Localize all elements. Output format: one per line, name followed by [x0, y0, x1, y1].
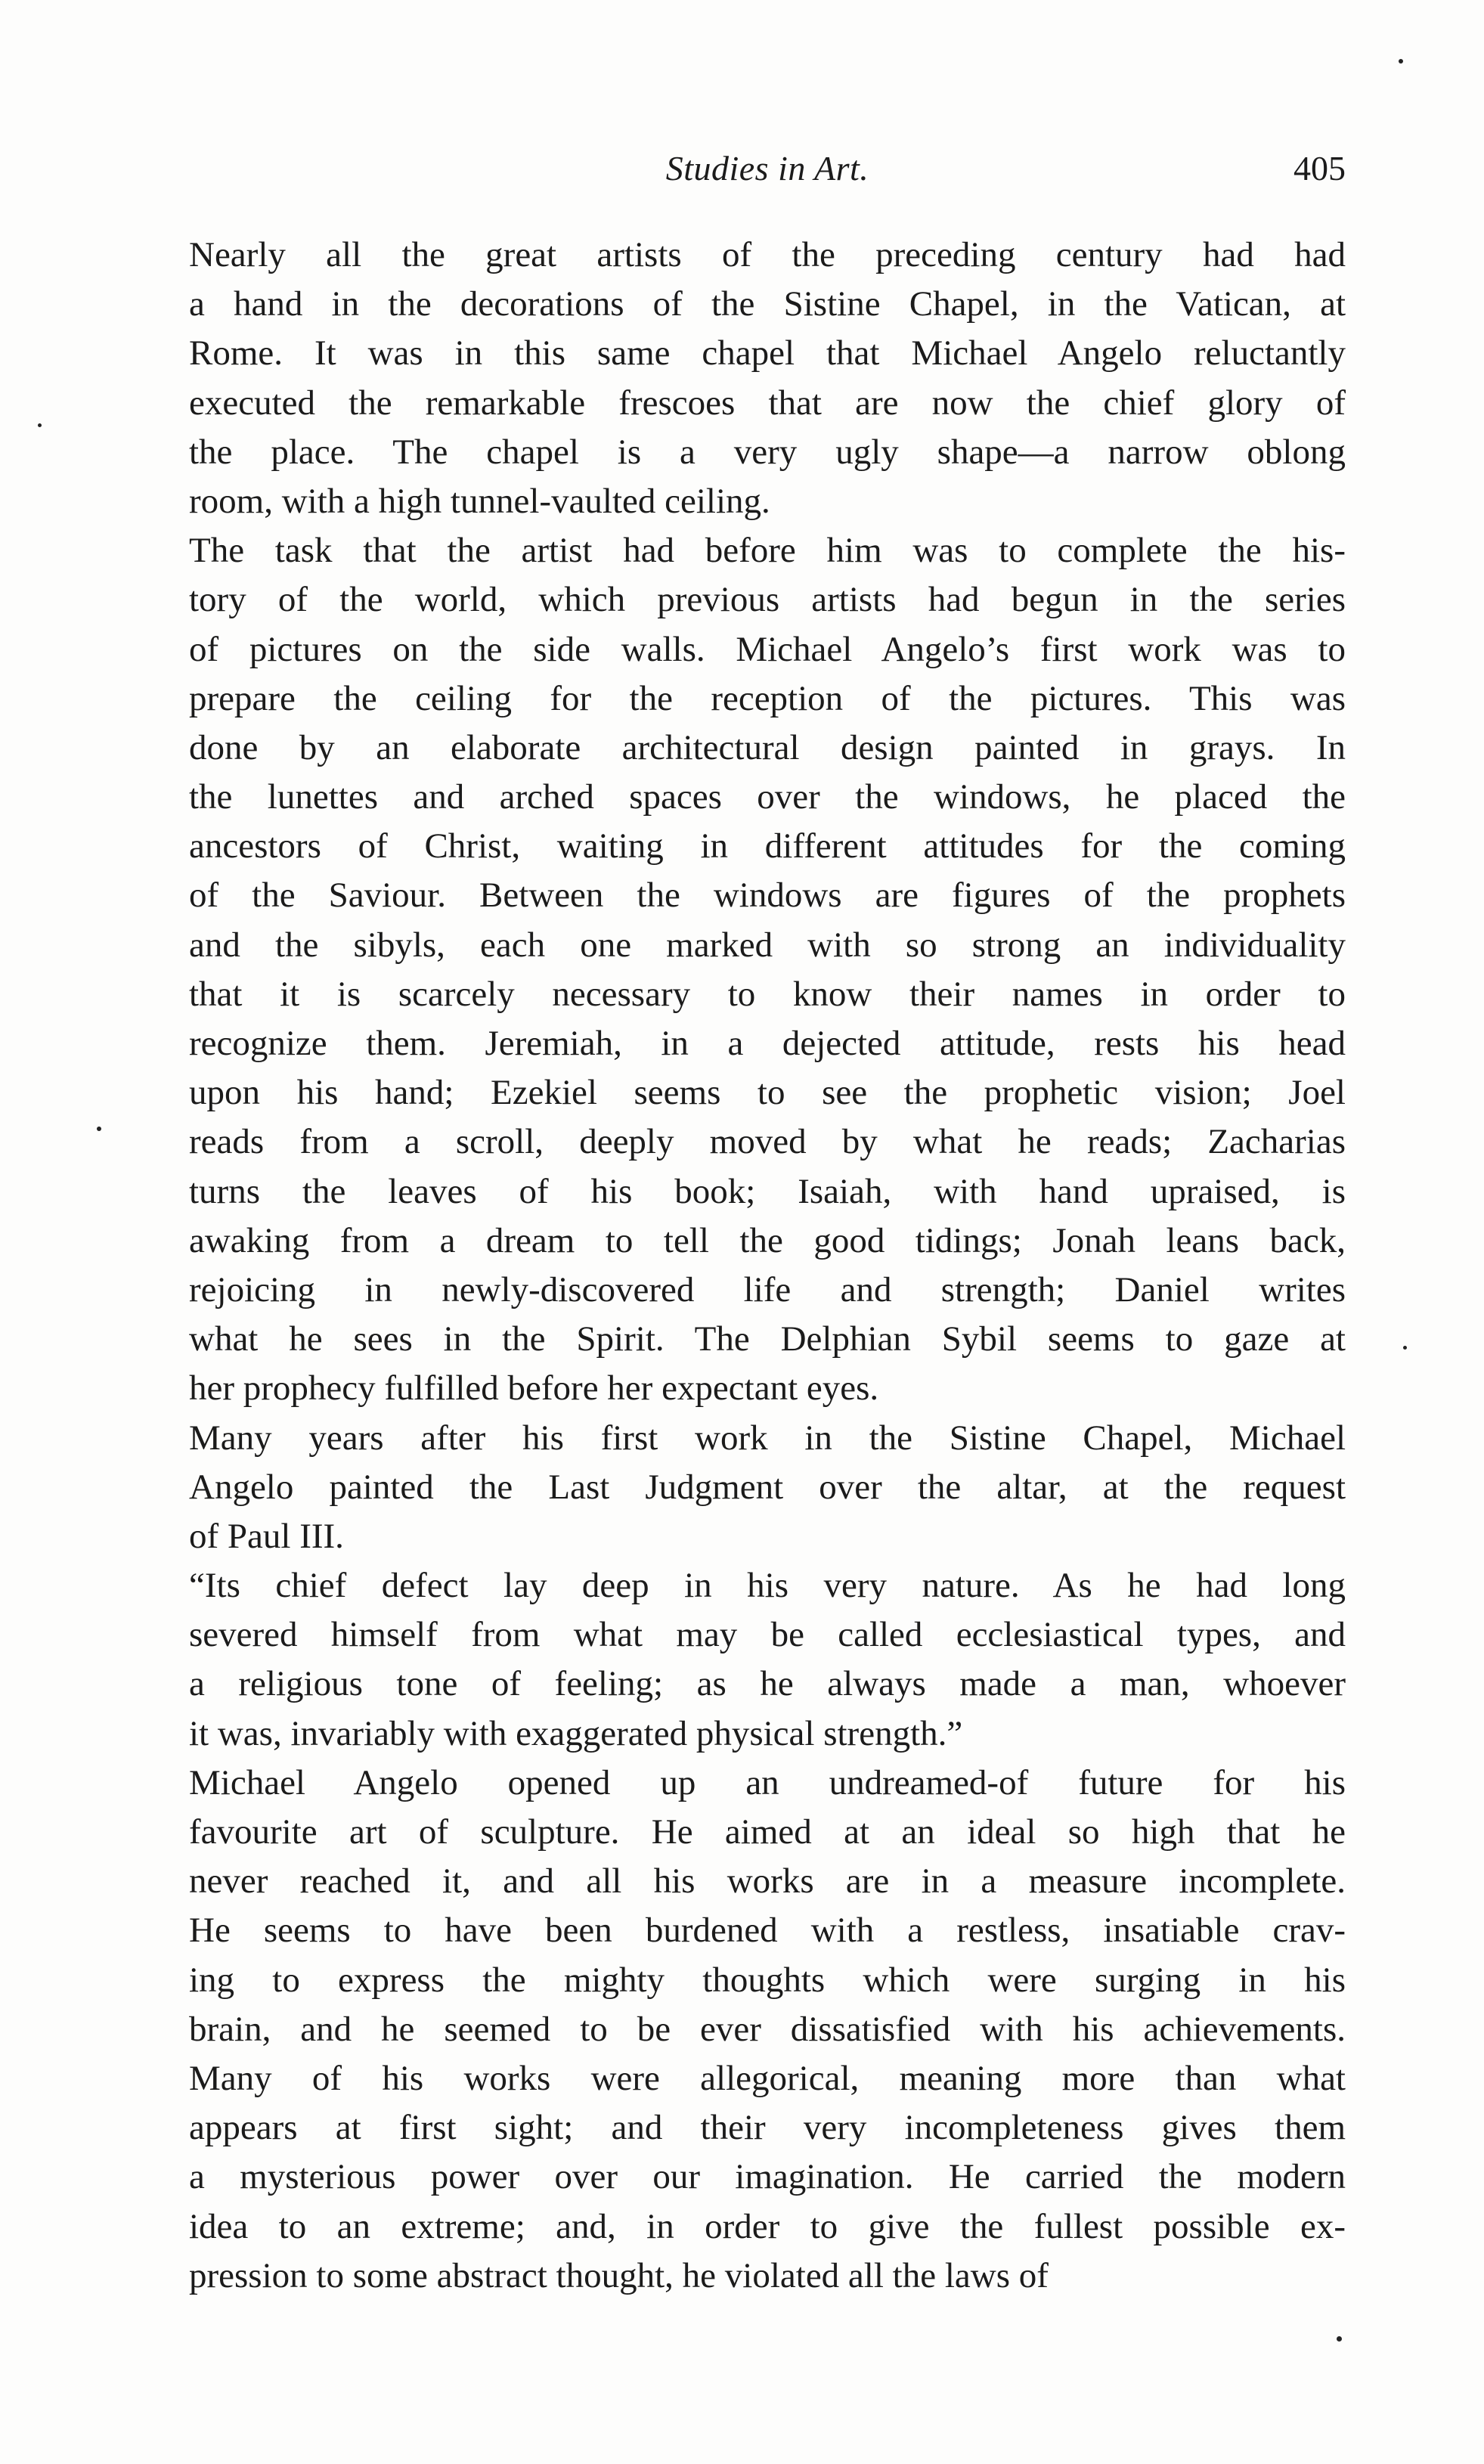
text-line: Rome. It was in this same chapel that Michael Angelo reluctantly: [189, 333, 1346, 373]
scan-speck: [1337, 2336, 1342, 2342]
text-line: executed the remarkable frescoes that are now the chief glory of: [189, 383, 1346, 423]
text-line: a hand in the decorations of the Sistine Chapel, in the Vatican, at: [189, 284, 1346, 324]
text-line: awaking from a dream to tell the good tidings; Jonah leans back,: [189, 1220, 1346, 1260]
text-line: room, with a high tunnel-vaulted ceiling.: [189, 481, 770, 521]
text-line: done by an elaborate architectural design painted in grays. In: [189, 727, 1346, 767]
text-line: a mysterious power over our imagination. He carried the modern: [189, 2157, 1346, 2197]
paragraph-last-judgment: [189, 1414, 1346, 1562]
text-line: favourite art of sculpture. He aimed at an ideal so high that he: [189, 1812, 1346, 1852]
text-line: He seems to have been burdened with a restless, insatiable crav-: [189, 1911, 1346, 1951]
body-text: [189, 231, 1346, 2301]
text-line: brain, and he seemed to be ever dissatisfied with his achievements.: [189, 2009, 1346, 2049]
text-line: the lunettes and arched spaces over the windows, he placed the: [189, 777, 1346, 817]
text-line: the place. The chapel is a very ugly shape—a narrow oblong: [189, 432, 1346, 472]
text-line: turns the leaves of his book; Isaiah, with hand upraised, is: [189, 1171, 1346, 1211]
text-line: recognize them. Jeremiah, in a dejected attitude, rests his head: [189, 1024, 1346, 1063]
paragraph-sistine-chapel: [189, 231, 1346, 526]
text-line: ancestors of Christ, waiting in different attitudes for the coming: [189, 826, 1346, 866]
text-line: Many of his works were allegorical, meaning more than what: [189, 2058, 1346, 2098]
scan-speck: [38, 423, 42, 427]
text-line: of pictures on the side walls. Michael Angelo’s first work was to: [189, 629, 1346, 669]
text-line: The task that the artist had before him was to complete the his-: [189, 531, 1346, 571]
text-line: reads from a scroll, deeply moved by what he reads; Zacharias: [189, 1122, 1346, 1162]
text-line: “Its chief defect lay deep in his very nature. As he had long: [189, 1566, 1346, 1606]
text-line: pression to some abstract thought, he violated all the laws of: [189, 2255, 1049, 2295]
text-line: severed himself from what may be called ecclesiastical types, and: [189, 1615, 1346, 1655]
text-line: tory of the world, which previous artists had begun in the series: [189, 580, 1346, 620]
text-line: prepare the ceiling for the reception of the pictures. This was: [189, 678, 1346, 718]
text-line: of the Saviour. Between the windows are figures of the prophets: [189, 876, 1346, 916]
text-line: Angelo painted the Last Judgment over the altar, at the request: [189, 1467, 1346, 1507]
text-line: of Paul III.: [189, 1516, 344, 1556]
text-line: rejoicing in newly-discovered life and strength; Daniel writes: [189, 1269, 1346, 1309]
text-line: and the sibyls, each one marked with so strong an individuality: [189, 925, 1346, 965]
scan-speck: [97, 1127, 101, 1131]
paragraph-ceiling-frescoes: [189, 526, 1346, 1413]
text-line: her prophecy fulfilled before her expectant eyes.: [189, 1368, 879, 1409]
text-line: Michael Angelo opened up an undreamed-of future for his: [189, 1762, 1346, 1802]
paragraph-sculpture: [189, 1759, 1346, 2301]
text-line: upon his hand; Ezekiel seems to see the prophetic vision; Joel: [189, 1073, 1346, 1113]
running-head: [189, 142, 1346, 195]
text-line: Nearly all the great artists of the preceding century had had: [189, 235, 1346, 274]
paragraph-quotation: [189, 1561, 1346, 1759]
text-line: appears at first sight; and their very incompleteness gives them: [189, 2108, 1346, 2148]
text-line: a religious tone of feeling; as he always made a man, whoever: [189, 1664, 1346, 1704]
text-line: what he sees in the Spirit. The Delphian Sybil seems to gaze at: [189, 1319, 1346, 1359]
scan-speck: [1399, 59, 1403, 64]
text-line: it was, invariably with exaggerated physical strength.”: [189, 1713, 963, 1753]
scan-speck: [1403, 1346, 1407, 1350]
text-line: that it is scarcely necessary to know their names in order to: [189, 974, 1346, 1014]
text-line: idea to an extreme; and, in order to give the fullest possible ex-: [189, 2206, 1346, 2246]
text-line: never reached it, and all his works are in a measure incomplete.: [189, 1861, 1346, 1901]
running-title: Studies in Art.: [665, 149, 869, 188]
text-line: ing to express the mighty thoughts which were surging in his: [189, 1960, 1346, 2000]
text-line: Many years after his first work in the Sistine Chapel, Michael: [189, 1418, 1346, 1458]
page-number: 405: [1293, 149, 1346, 188]
